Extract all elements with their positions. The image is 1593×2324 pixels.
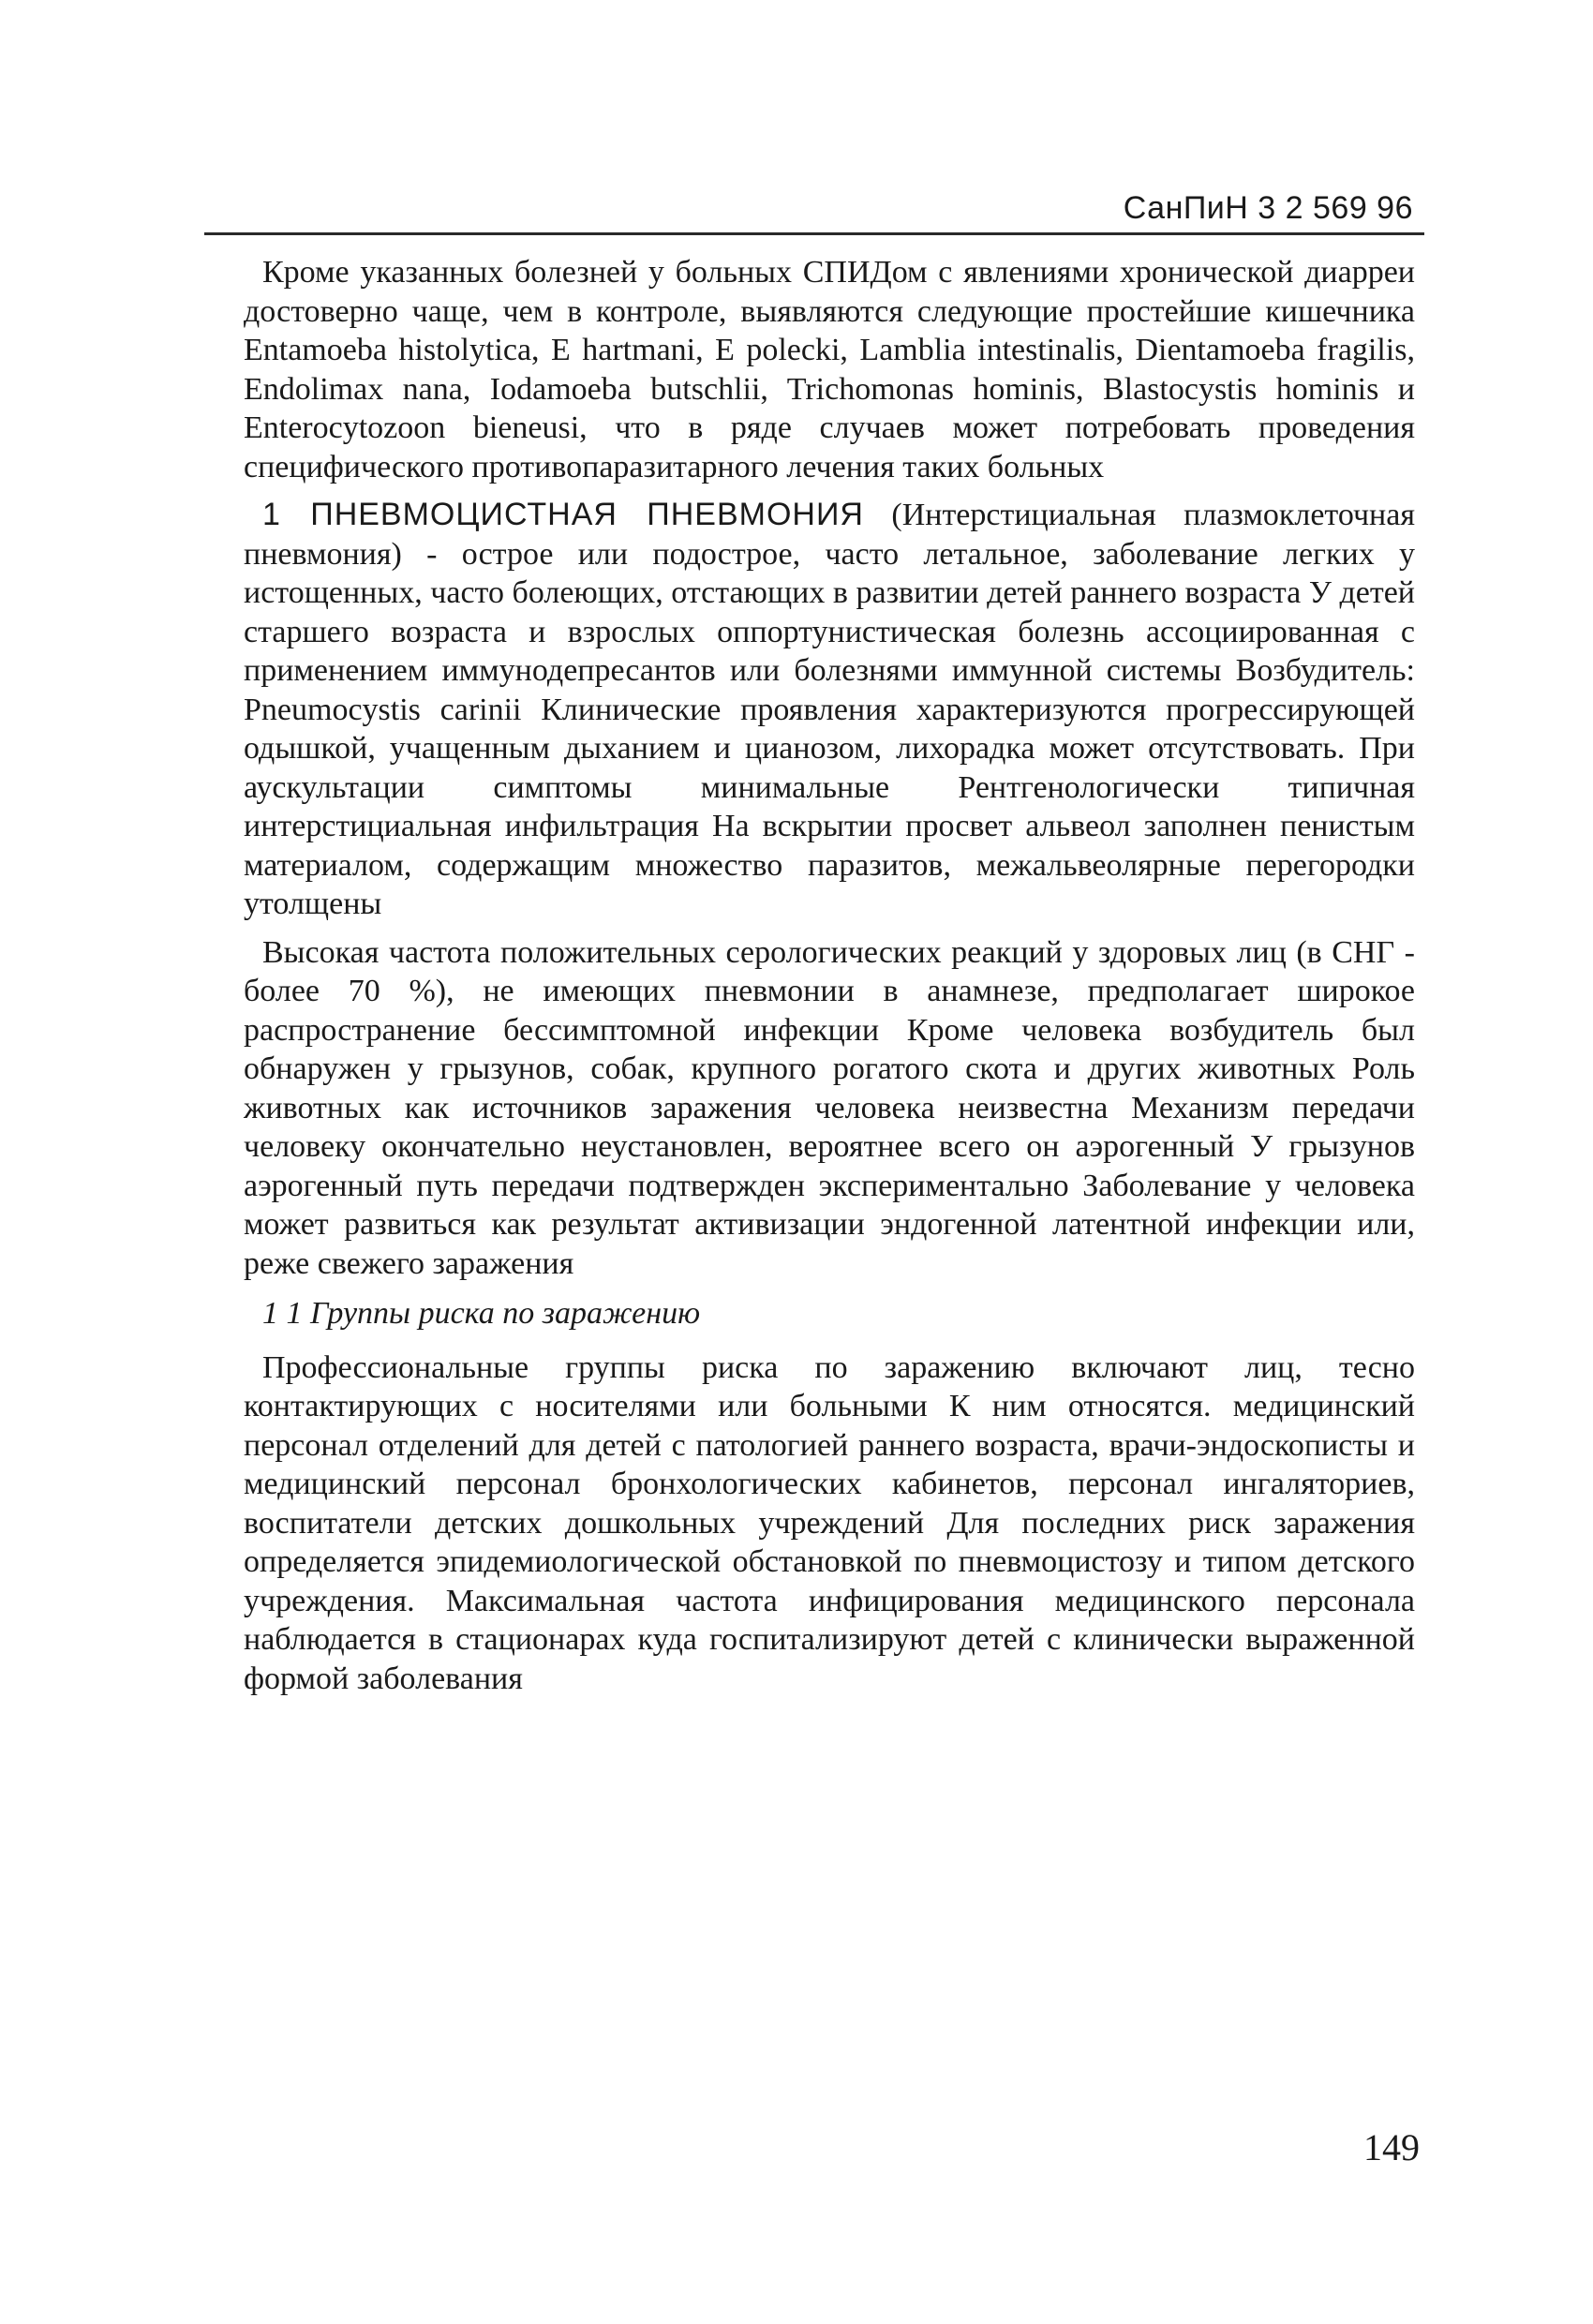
document-code: СанПиН 3 2 569 96 bbox=[1123, 190, 1413, 226]
section-body-text: (Интерстициальная плазмоклеточная пневмония) - острое или подострое, часто летальное, заболевание легких у истощенных, часто болеющих, отстающих в развитии детей раннего возраста У детей старшего возраста и взрослых оппортунистическая болезнь ассоциированная с применением иммунодепресантов или болезнями иммунной системы Возбудитель: Pneumocystis carinii Клинические проявления характеризуются прогрессирующей одышкой, учащенным дыханием и цианозом, лихорадка может отсутствовать. При аускультации симптомы минимальные Рентгенологически типичная интерстициальная инфильтрация На вскрытии просвет альвеол заполнен пенистым материалом, содержащим множество паразитов, межальвеолярные перегородки утолщены bbox=[244, 498, 1415, 921]
subsection-heading: 1 1 Группы риска по заражению bbox=[262, 1296, 701, 1331]
running-header bbox=[204, 184, 1424, 235]
paragraph-risk-groups: Профессиональные группы риска по заражению включают лиц, тесно контактирующих с носителями или больными К ним относятся. медицинский персонал отделений для детей с патологией раннего возраста, врачи-эндоскописты и медицинский персонал бронхологических кабинетов, персонал ингаляториев, воспитатели детских дошкольных учреждений Для последних риск заражения определяется эпидемиологической обстановкой по пневмоцистозу и типом детского учреждения. Максимальная частота инфицирования медицинского персонала наблюдается в стационарах куда госпитализируют детей с клинически выраженной формой заболевания bbox=[244, 1349, 1415, 1696]
page-number: 149 bbox=[1363, 2126, 1420, 2168]
paragraph-intestinal-protozoa: Кроме указанных болезней у больных СПИДом с явлениями хронической диарреи достоверно чаще, чем в контроле, выявляются следующие простейшие кишечника Entamoeba histolytica, E hartmani, E polecki, Lamblia intestinalis, Dientamoeba fragilis, Endolimax nana, Iodamoeba butschlii, Trichomonas hominis, Blastocystis hominis и Enterocytozoon bieneusi, что в ряде случаев может потребовать проведения специфического противопаразитарного лечения таких больных bbox=[244, 255, 1415, 484]
paragraph-seroprevalence: Высокая частота положительных серологических реакций у здоровых лиц (в СНГ - более 70 %), не имеющих пневмонии в анамнезе, предполагает широкое распространение бессимптомной инфекции Кроме человека возбудитель был обнаружен у грызунов, собак, крупного рогатого скота и других животных Роль животных как источников заражения человека неизвестна Механизм передачи человеку окончательно неустановлен, вероятнее всего он аэрогенный У грызунов аэрогенный путь передачи подтвержден экспериментально Заболевание у человека может развиться как результат активизации эндогенной латентной инфекции или, реже свежего заражения bbox=[244, 934, 1415, 1281]
paragraph-pneumocystis-pneumonia bbox=[244, 496, 1415, 924]
section-heading: 1 ПНЕВМОЦИСТНАЯ ПНЕВМОНИЯ bbox=[262, 497, 864, 532]
page-body bbox=[244, 253, 1415, 1707]
